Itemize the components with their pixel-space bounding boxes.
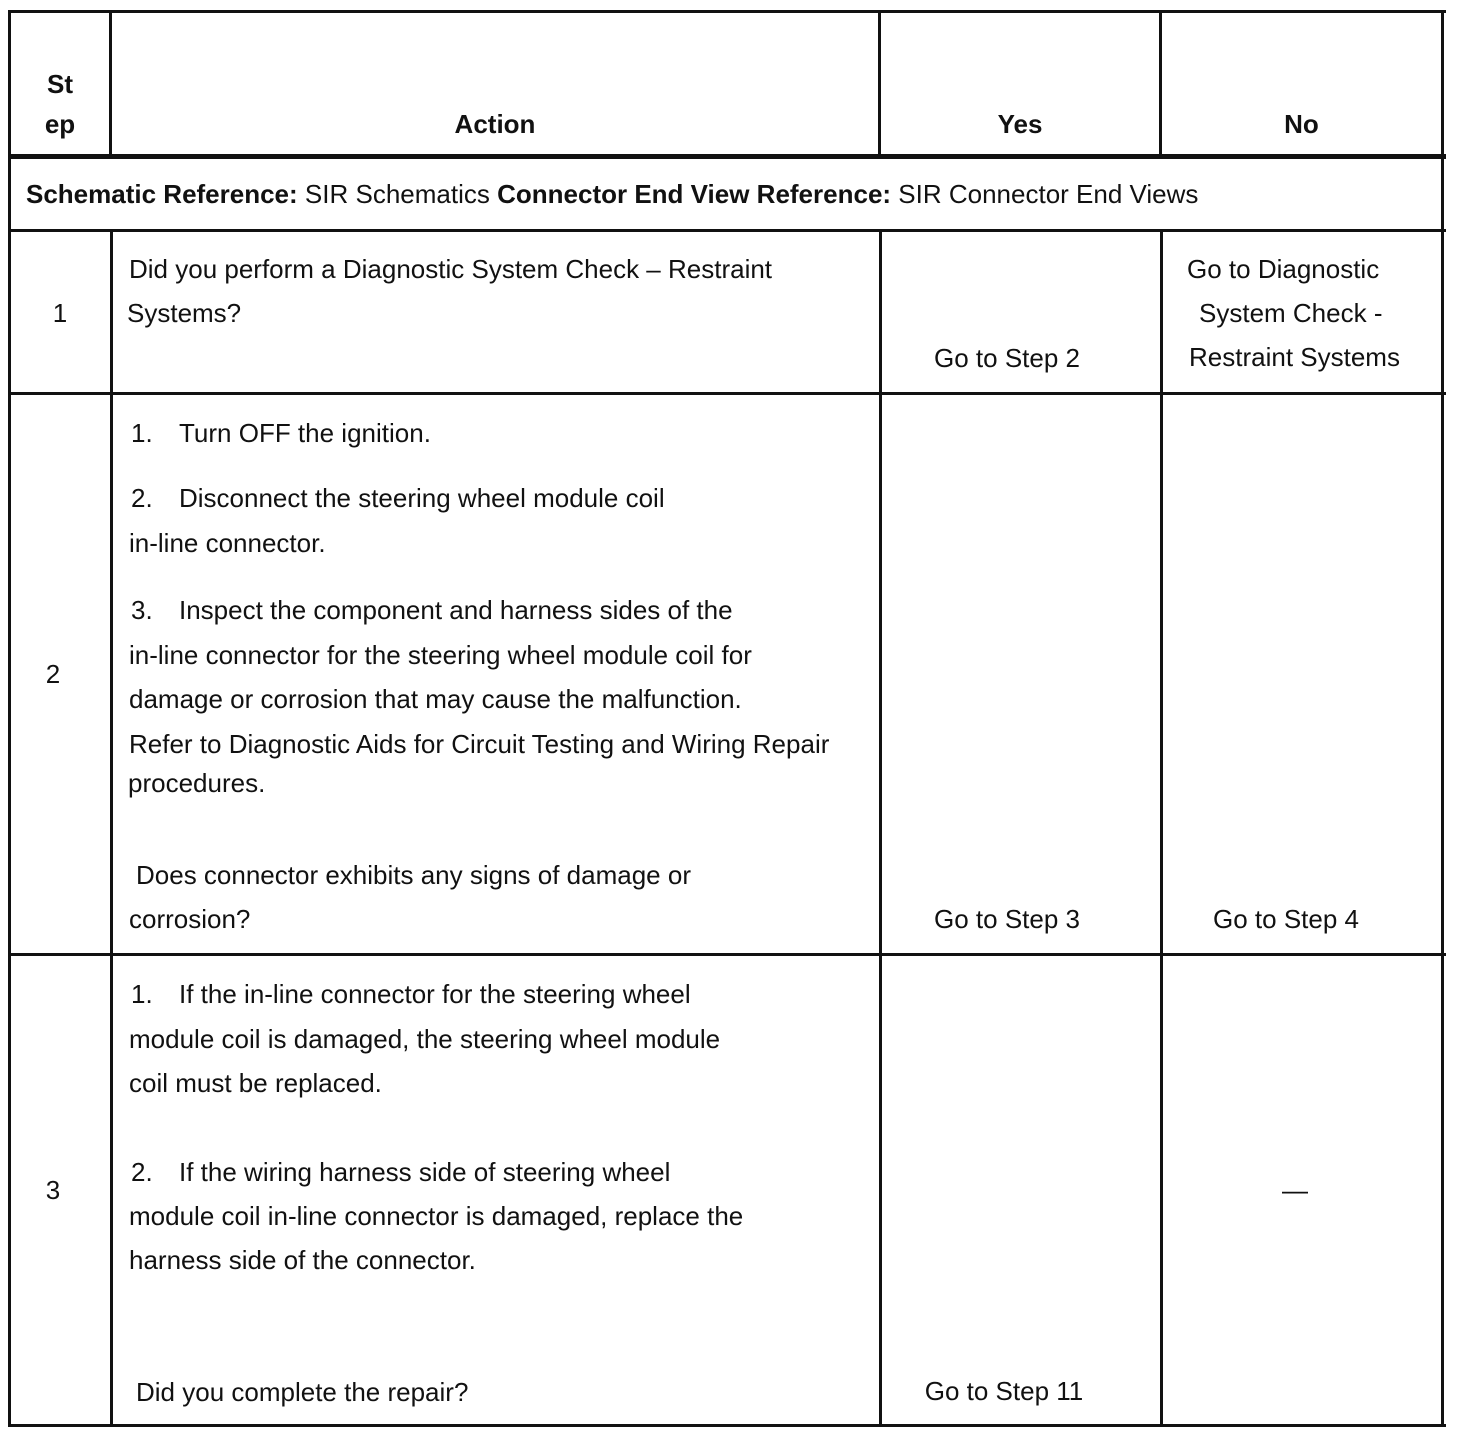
row2-item3-cont3: Refer to Diagnostic Aids for Circuit Testing and Wiring Repair: [129, 729, 830, 759]
rule-reference-bottom: [8, 229, 1446, 232]
row2-step: 2: [45, 659, 61, 689]
row3-step: 3: [45, 1175, 61, 1205]
row2-item3-cont1: in-line connector for the steering wheel module coil for: [129, 640, 752, 670]
row2-item1-text: Turn OFF the ignition.: [179, 418, 431, 448]
row2-item3-cont4: procedures.: [128, 768, 266, 798]
header-action: Action: [454, 109, 536, 139]
header-no: No: [1284, 109, 1319, 139]
row1-no-line1: Go to Diagnostic: [1187, 254, 1380, 284]
row3-item1-cont2: coil must be replaced.: [129, 1068, 382, 1098]
row2-item2-cont: in-line connector.: [129, 528, 326, 558]
row3-item1-text: If the in-line connector for the steering wheel: [179, 979, 691, 1009]
row3-item2-cont2: harness side of the connector.: [129, 1245, 476, 1275]
row1-no-line3: Restraint Systems: [1189, 342, 1400, 372]
row2-item2-number: 2.: [131, 483, 153, 513]
rule-bottom: [8, 1424, 1446, 1427]
reference-row: [26, 172, 1426, 216]
row2-item3-text: Inspect the component and harness sides of the: [179, 595, 733, 625]
row3-item1-cont1: module coil is damaged, the steering wheel module: [129, 1024, 721, 1054]
row3-item2-text: If the wiring harness side of steering wheel: [179, 1157, 671, 1187]
schematic-reference-label: Schematic Reference:: [26, 179, 298, 209]
rule-right: [1441, 10, 1444, 1427]
header-yes: Yes: [997, 109, 1043, 139]
row1-action-line2: Systems?: [127, 298, 242, 328]
rule-col3-body: [1160, 229, 1163, 1427]
row3-item2-number: 2.: [131, 1157, 153, 1187]
row3-no: —: [1282, 1175, 1308, 1205]
schematic-reference-value: SIR Schematics: [304, 179, 490, 209]
row2-item1: [131, 411, 431, 455]
row3-item2: [131, 1150, 670, 1194]
header-step: [11, 64, 109, 144]
header-step-line2: ep: [44, 109, 76, 139]
row1-no-line2: System Check -: [1199, 298, 1383, 328]
connector-reference-value: SIR Connector End Views: [898, 179, 1199, 209]
rule-top: [8, 10, 1446, 13]
row1-yes: Go to Step 2: [934, 343, 1080, 373]
rule-header-bottom: [8, 154, 1446, 159]
row2-question-line2: corrosion?: [129, 904, 251, 934]
row2-yes: Go to Step 3: [934, 904, 1080, 934]
row2-question-line1: Does connector exhibits any signs of damage or: [136, 860, 691, 890]
row2-item2-text: Disconnect the steering wheel module coil: [179, 483, 665, 513]
row3-yes: Go to Step 11: [924, 1376, 1084, 1406]
row2-item3: [131, 588, 733, 632]
header-step-line1: St: [47, 69, 73, 99]
row2-item1-number: 1.: [131, 418, 153, 448]
connector-reference-label: Connector End View Reference:: [497, 179, 892, 209]
row3-question: Did you complete the repair?: [136, 1377, 469, 1407]
row1-step: 1: [52, 298, 68, 328]
row2-item3-number: 3.: [131, 595, 153, 625]
row2-item3-cont2: damage or corrosion that may cause the malfunction.: [129, 684, 742, 714]
row2-no: Go to Step 4: [1213, 904, 1359, 934]
row3-item1-number: 1.: [131, 979, 153, 1009]
row1-action-line1: Did you perform a Diagnostic System Check – Restraint: [129, 254, 773, 284]
row2-item2: [131, 476, 665, 520]
row2-action: [113, 395, 879, 953]
row3-item2-cont1: module coil in-line connector is damaged, replace the: [129, 1201, 744, 1231]
rule-left: [8, 10, 11, 1427]
row3-action: [113, 956, 879, 1424]
row3-item1: [131, 972, 691, 1016]
rule-col2-body: [879, 229, 882, 1427]
